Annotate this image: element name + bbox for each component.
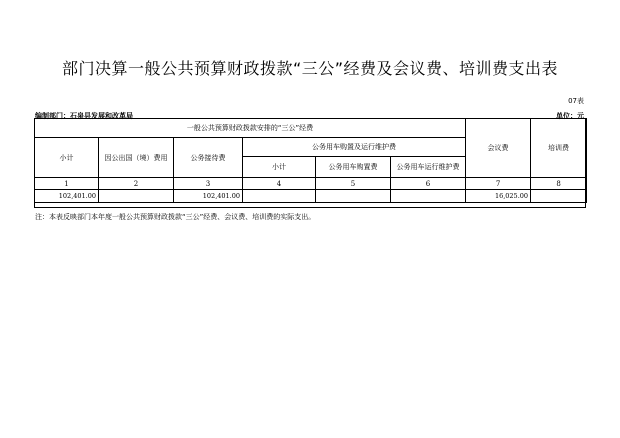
- index-cell: 2: [99, 178, 174, 190]
- index-cell: 1: [35, 178, 99, 190]
- header-subtotal: 小计: [35, 138, 99, 178]
- data-meeting: 16,025.00: [466, 190, 531, 203]
- data-vehicle-purchase: [316, 190, 391, 203]
- header-meeting-fee: 会议费: [466, 119, 531, 178]
- data-reception: 102,401.00: [174, 190, 243, 203]
- expense-table: [34, 118, 587, 203]
- header-reception-fee: 公务接待费: [174, 138, 243, 178]
- header-abroad-fee: 因公出国（境）费用: [99, 138, 174, 178]
- data-subtotal: 102,401.00: [35, 190, 99, 203]
- footnote: 注：本表反映部门本年度一般公共预算财政拨款“三公”经费、会议费、培训费的实际支出。: [35, 213, 316, 221]
- header-vehicle-group: 公务用车购置及运行维护费: [243, 138, 466, 157]
- data-training: [531, 190, 587, 203]
- data-vehicle-subtotal: [243, 190, 316, 203]
- index-cell: 5: [316, 178, 391, 190]
- data-abroad: [99, 190, 174, 203]
- header-training-fee: 培训费: [531, 119, 587, 178]
- unit-label: 单位：元: [556, 112, 584, 120]
- organization-label: 编制部门：石泉县发展和改革局: [35, 112, 133, 120]
- table-number: 07表: [568, 97, 584, 105]
- index-cell: 4: [243, 178, 316, 190]
- index-cell: 8: [531, 178, 587, 190]
- header-three-public-group: 一般公共预算财政拨款安排的“三公”经费: [35, 119, 466, 138]
- data-vehicle-maintenance: [391, 190, 466, 203]
- index-cell: 7: [466, 178, 531, 190]
- report-title: 部门决算一般公共预算财政拨款“三公”经费及会议费、培训费支出表: [61, 59, 559, 78]
- header-vehicle-subtotal: 小计: [243, 157, 316, 178]
- header-vehicle-purchase: 公务用车购置费: [316, 157, 391, 178]
- index-cell: 6: [391, 178, 466, 190]
- header-vehicle-maintenance: 公务用车运行维护费: [391, 157, 466, 178]
- index-cell: 3: [174, 178, 243, 190]
